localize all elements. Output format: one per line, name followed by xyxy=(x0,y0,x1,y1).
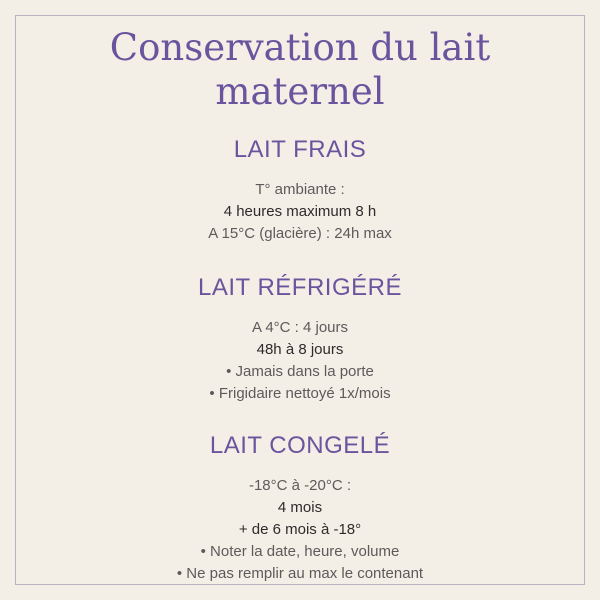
section-lait-refrigere xyxy=(0,273,600,405)
page-title-line-2: maternel xyxy=(215,70,385,113)
bullet-item: • Jamais dans la porte xyxy=(226,363,374,380)
info-line: A 15°C (glacière) : 24h max xyxy=(208,225,392,242)
bullet-item: • Ne pas remplir au max le contenant xyxy=(176,565,424,582)
info-line-emphasis: + de 6 mois à -18° xyxy=(238,521,362,538)
info-line-emphasis: 48h à 8 jours xyxy=(256,341,344,358)
page-title-line-1: Conservation du lait xyxy=(109,26,491,69)
section-lait-congele xyxy=(0,431,600,585)
bullet-item: • Frigidaire nettoyé 1x/mois xyxy=(209,385,391,402)
section-lait-frais xyxy=(0,135,600,245)
section-heading-lait-frais: LAIT FRAIS xyxy=(233,136,367,163)
page-title xyxy=(0,26,600,114)
info-line: -18°C à -20°C : xyxy=(248,477,352,494)
info-line-emphasis: 4 mois xyxy=(277,499,323,516)
info-line: T° ambiante : xyxy=(255,181,345,198)
info-line-emphasis: 4 heures maximum 8 h xyxy=(223,203,377,220)
section-heading-lait-refrigere: LAIT RÉFRIGÉRÉ xyxy=(198,274,402,301)
section-heading-lait-congele: LAIT CONGELÉ xyxy=(209,432,391,459)
bullet-item: • Noter la date, heure, volume xyxy=(200,543,400,560)
info-line: A 4°C : 4 jours xyxy=(251,319,349,336)
